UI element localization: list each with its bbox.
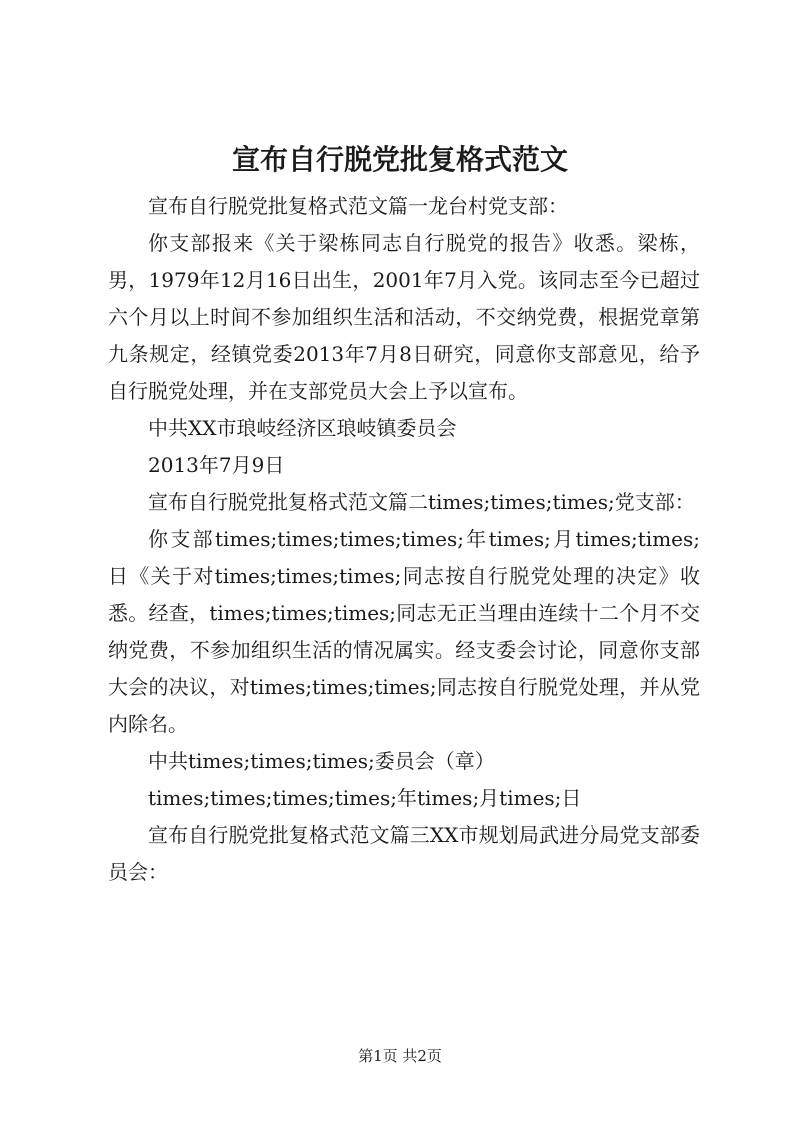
paragraph: 宣布自行脱党批复格式范文篇二times;times;times;党支部： xyxy=(148,490,695,514)
paragraph: 你支部报来《关于梁栋同志自行脱党的报告》收悉。梁栋，男，1979年12月16日出生，2001年7月入党。该同志至今已超过六个月以上时间不参加组织生活和活动，不交纳党费，根据党章第九条规定，经镇党委2013年7月8日研究，同意你支部意见，给予自行脱党处理，并在支部党员大会上予以宣布。 xyxy=(108,231,700,403)
signature-date: 2013年7月9日 xyxy=(148,453,285,477)
paragraph: 宣布自行脱党批复格式范文篇三XX市规划局武进分局党支部委员会： xyxy=(108,823,700,884)
document-title: 宣布自行脱党批复格式范文 xyxy=(231,143,568,176)
signature-date: times;times;times;times;年times;月times;日 xyxy=(148,786,582,810)
signature-org: 中共times;times;times;委员会（章） xyxy=(148,749,495,773)
page-footer: 第1页 共2页 xyxy=(358,1047,442,1065)
paragraph: 你支部times;times;times;times;年times;月times;times;日《关于对times;times;times;同志按自行脱党处理的决定》收悉。经查，times;times;times;同志无正当理由连续十二个月不交纳党费，不参加组织生活的情况属实。经支委会讨论，同意你支部大会的决议，对times;times;times;同志按自行脱党处理，并从党内除名。 xyxy=(108,527,700,736)
signature-org: 中共XX市琅岐经济区琅岐镇委员会 xyxy=(148,416,457,440)
paragraph: 宣布自行脱党批复格式范文篇一龙台村党支部： xyxy=(148,194,568,218)
document-body xyxy=(108,188,700,891)
